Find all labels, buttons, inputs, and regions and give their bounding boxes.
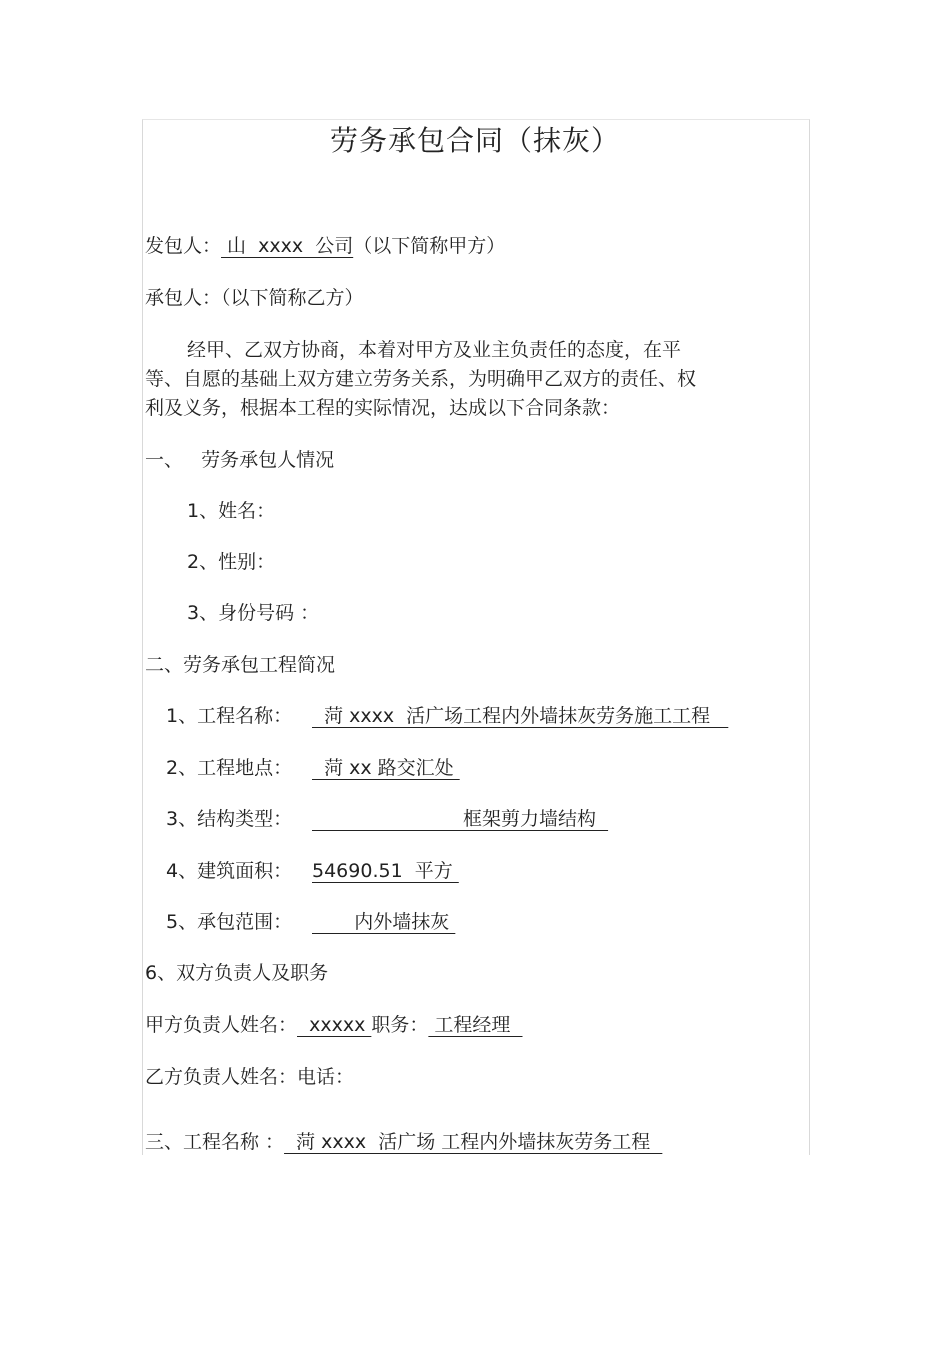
scope-value: 内外墙抹灰	[312, 911, 456, 933]
structure-type-line	[166, 806, 608, 832]
section6-heading: 6、双方负责人及职务	[145, 962, 329, 984]
project-name-value: 菏 xxxx 活广场工程内外墙抹灰劳务施工工程	[312, 705, 729, 727]
section3-value: 菏 xxxx 活广场 工程内外墙抹灰劳务工程	[284, 1131, 663, 1153]
section1-heading: 一、 劳务承包人情况	[145, 449, 335, 471]
party-a-role: 工程经理	[428, 1014, 523, 1036]
page-frame	[142, 119, 810, 1155]
project-location-line	[166, 755, 460, 781]
intro-line: 利及义务，根据本工程的实际情况，达成以下合同条款：	[145, 397, 621, 419]
contractor-value: 山 xxxx 公司	[221, 235, 354, 257]
party-a-label: 甲方负责人姓名：	[145, 1014, 298, 1036]
intro-line: 经甲、乙双方协商，本着对甲方及业主负责任的态度，在平	[187, 339, 682, 361]
party-a-line	[145, 1012, 523, 1038]
section2-heading: 二、劳务承包工程简况	[145, 654, 336, 676]
section3-line	[145, 1129, 662, 1155]
contractor-line	[145, 233, 505, 259]
structure-type-label: 3、结构类型：	[166, 808, 293, 830]
contractor-label: 发包人：	[145, 235, 222, 257]
party-a-role-label: 职务：	[371, 1014, 429, 1036]
section1-item-name: 1、姓名：	[187, 500, 276, 522]
project-name-line	[166, 703, 728, 729]
structure-type-value: 框架剪力墙结构	[312, 808, 609, 830]
intro-line: 等、自愿的基础上双方建立劳务关系，为明确甲乙双方的责任、权	[145, 368, 697, 390]
intro-paragraph	[145, 336, 755, 423]
section1-item-id: 3、身份号码 ：	[187, 602, 320, 624]
subcontractor-line	[145, 285, 364, 311]
floor-area-value: 54690.51 平方	[312, 860, 459, 882]
project-location-value: 菏 xx 路交汇处	[312, 757, 460, 779]
document-title: 劳务承包合同（抹灰）	[329, 124, 620, 157]
section3-label: 三、工程名称 ：	[145, 1131, 285, 1153]
floor-area-line	[166, 858, 459, 884]
project-location-label: 2、工程地点：	[166, 757, 293, 779]
scope-line	[166, 909, 455, 935]
party-b-line: 乙方负责人姓名：电话：	[145, 1066, 355, 1088]
section1-item-gender: 2、性别：	[187, 551, 276, 573]
contractor-suffix: （以下简称甲方）	[353, 235, 506, 257]
project-name-label: 1、工程名称：	[166, 705, 293, 727]
party-a-name: xxxxx	[297, 1014, 372, 1036]
floor-area-label: 4、建筑面积：	[166, 860, 293, 882]
scope-label: 5、承包范围：	[166, 911, 293, 933]
subcontractor-label: 承包人：	[145, 287, 222, 309]
subcontractor-suffix: （以下简称乙方）	[221, 287, 364, 309]
